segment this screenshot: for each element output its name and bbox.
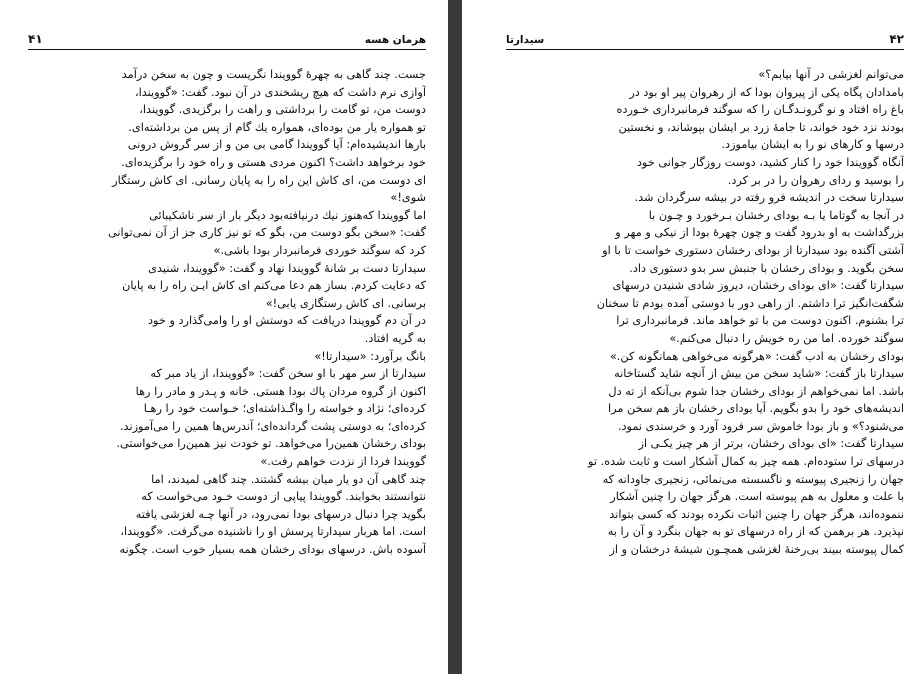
text-line: را بوسید و ردای رهروان را در بر کرد. <box>727 173 904 187</box>
text-line: سیدارتا سخت در اندیشه فرو رفته در بیشه سرگردان شد. <box>634 191 904 205</box>
right-page-body <box>506 66 904 559</box>
text-line: که دعایت کردم. بساز هم دعا می‌کنم ای کاش ایـن راه را به پایان <box>122 279 426 293</box>
text-line: کرده‌ای؛ به دوستی پشت گردانده‌ای؛ آندرس‌ها همین را می‌آموزند. <box>119 419 426 433</box>
left-running-head: هرمان هسه <box>364 34 426 46</box>
text-line: جهان را زنجیری پیوسته و ناگسسته می‌نمائی، زنجیری جاودانه که <box>602 472 904 486</box>
text-line: کرده‌ای؛ نژاد و خواسته را واگـذاشته‌ای؛ خـواست خود را رهـا <box>143 402 426 416</box>
text-line: شوی!» <box>390 191 426 205</box>
text-line: بودای رخشان به ادب گفت: «هرگونه می‌خواهی همانگونه کن.» <box>609 349 904 363</box>
text-line: سیدارتا از سر مهر با او سخن گفت: «گوویندا، از یاد مبر که <box>150 367 426 381</box>
right-running-head: سیدارتا <box>506 34 545 46</box>
text-line: نتوانستند بخوابند. گوویندا پیاپی از دوست خـود می‌خواست که <box>141 490 426 504</box>
right-book-page <box>462 0 910 674</box>
text-line: است. اما هربار سیدارتا پرسش او را ناشنیده می‌گرفت. «گوویندا، <box>120 525 426 539</box>
text-line: ای دوست من، ای کاش این راه را به پایان رسانی. ای کاش رستگار <box>112 173 426 187</box>
text-line: باغ راه افتاد و نو گرونـدگـان را که سوگند فرمانبرداری خـورده <box>616 103 904 117</box>
text-line: بودای رخشان همین‌را می‌خواهد. تو خودت نیز همین‌را می‌خواستی. <box>116 437 426 451</box>
text-line: در آنجا به گوتاما یا بـه بودای رخشان بـرخورد و چـون با <box>648 208 904 222</box>
text-line: گوویندا فردا از نزدت خواهم رفت.» <box>260 455 426 469</box>
text-line: آسوده باش. درسهای بودای رخشان همه بسیار خوب است. چگونه <box>119 543 426 557</box>
book-gutter <box>448 0 462 674</box>
text-line: با علت و معلول به هم پیوسته است. هرگز جهان را چنین آشکار <box>610 490 904 504</box>
text-line: بگوید چرا دنبال درسهای بودا نمی‌رود، در آنها چـه لغزشی یافته <box>135 507 426 521</box>
text-line: سیدارتا باز گفت: «شاید سخن من بیش از آنچه شاید گستاخانه <box>614 367 904 381</box>
text-line: اما گوویندا که‌هنوز نیك درنیافته‌بود دیگر بار از سر ناشکیبائی <box>149 208 426 222</box>
text-line: سیدارتا گفت: «ای بودای رخشان، دیروز شادی شنیدن درسهای <box>612 279 904 293</box>
text-line: گفت: «سخن بگو دوست من، بگو که تو نیز کاری جز از آن نمی‌توانی <box>107 226 426 240</box>
text-line: نپذیرد. هر برهمن که از راه درسهای تو به جهان بنگرد و آن را به <box>607 525 904 539</box>
text-line: درسها و کارهای نو را به ایشان بیاموزد. <box>721 138 904 152</box>
text-line: بانگ برآورد: «سیدارتا!» <box>314 349 426 363</box>
text-line: می‌توانم لغزشی در آنها بیابم؟» <box>758 68 904 81</box>
text-line: بامدادان پگاه یکی از پیروان بودا که از رهروان پیر او بود در <box>629 85 904 99</box>
left-book-page <box>0 0 448 674</box>
left-page-number: ۴۱ <box>28 32 43 46</box>
text-line: بودند نزد خود خواند، تا جامهٔ زرد بر ایشان بپوشاند، و نخستین <box>618 120 904 134</box>
left-page-body <box>28 66 426 559</box>
text-line: چند گاهی آن دو یار میان بیشه گشتند. چند گاهی لمیدند، اما <box>151 472 426 486</box>
text-line: شگفت‌انگیز ترا داشتم. از راهی دور با دوستی آمده بودم تا سخنان <box>596 296 904 310</box>
text-line: باشد. اما نمی‌خواهم از بودای رخشان جدا شوم بی‌آنکه از ته دل <box>608 384 904 398</box>
text-line: دوست من، تو گامت را برداشتی و راهت را برگزیدی. گوویندا، <box>139 103 426 117</box>
text-line: کرد که سوگند خوردی فرمانبردار بودا باشی.» <box>213 243 426 257</box>
text-line: اکنون از گروه مردان پاك بودا هستی. خانه و پـدر و مادر را رها <box>135 384 426 398</box>
text-line: ننموده‌اند، هرگز جهان را چنین اثبات نکرده بودند که کسی بتواند <box>609 507 904 521</box>
text-line: سیدارتا گفت: «ای بودای رخشان، برتر از هر چیز یکـی از <box>638 437 904 451</box>
text-line: آنگاه گوویندا خود را کنار کشید، دوست روزگار جوانی خود <box>636 155 904 169</box>
text-line: بارها اندیشیده‌ام: آیا گوویندا گامی بی من و از سر گروش درونی <box>127 138 426 152</box>
text-line: سخن بگوید. و بودای رخشان با جنبش سر بدو دستوری داد. <box>629 261 904 275</box>
text-line: اندیشه‌های خود را بدو بگویم. آیا بودای رخشان باز هم سخن مرا <box>608 402 904 416</box>
text-line: بزرگداشت به او بدرود گفت و چون چهرهٔ بودا از نیکی و مهر و <box>615 226 904 240</box>
right-page-number: ۴۲ <box>889 32 904 46</box>
text-line: درسهای ترا ستوده‌ام. همه چیز به کمال آشکار است و ثابت شده. تو <box>588 455 904 469</box>
text-line: برسانی. ای کاش رستگاری یابی!» <box>265 296 426 310</box>
left-page-header <box>28 28 426 50</box>
text-line: آوازی نرم داشت که هیچ ریشخندی در آن نبود. گفت: «گوویندا، <box>134 85 426 99</box>
right-page-header <box>506 28 904 50</box>
text-line: کمال پیوسته ببیند بی‌رخنهٔ لغزشی همچـون شیشهٔ درخشان و از <box>609 543 904 557</box>
text-line: آشتی آگنده بود سیدارتا از بودای رخشان دستوری خواست تا با او <box>602 243 904 257</box>
text-line: خود برخواهد داشت؟ اکنون مردی هستی و راه خود را برگزیده‌ای. <box>121 155 426 169</box>
text-line: در آن دم گوویندا دریافت که دوستش او را وامی‌گذارد و خود <box>148 314 426 328</box>
text-line: تو همواره یار من بوده‌ای، همواره یك گام از پس من برداشته‌ای. <box>128 120 426 134</box>
text-line: سوگند خورده. اما من ره خویش را دنبال می‌کنم.» <box>669 331 904 345</box>
text-line: جست. چند گاهی به چهرهٔ گوویندا نگریست و چون به سخن درآمد <box>121 68 426 81</box>
text-line: سیدارتا دست بر شانهٔ گوویندا نهاد و گفت: «گوویندا، شنیدی <box>148 261 426 275</box>
text-line: می‌شنود؟» و باز بودا خاموش سر فرود آورد و خرسندی نمود. <box>617 419 904 433</box>
text-line: به گریه افتاد. <box>364 331 426 345</box>
text-line: ترا بشنوم. اکنون دوست من با تو خواهد ماند. فرمانبرداری ترا <box>616 314 904 328</box>
